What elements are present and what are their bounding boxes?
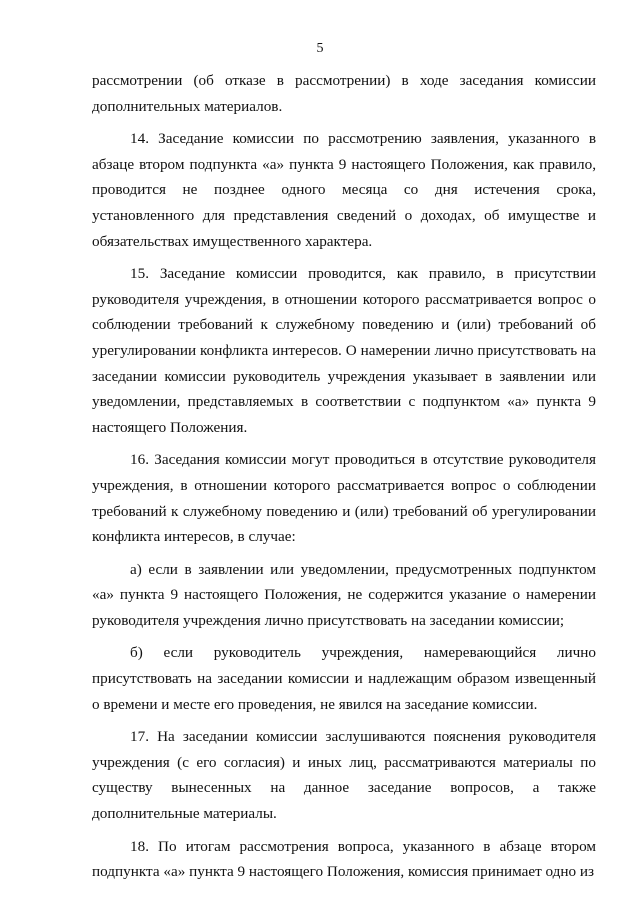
page-number: 5	[316, 41, 324, 56]
paragraph-item-15: 15. Заседание комиссии проводится, как правило, в присутствии руководителя учреждения, в отношении которого рассматривается вопрос о соблюдении требований к служебному поведению и (или) требований об урегулировании конфликта интересов. О намерении лично присутствовать на заседании комиссии руководитель учреждения указывает в заявлении или уведомлении, представляемых в соответствии с подпунктом «а» пункта 9 настоящего Положения.	[92, 265, 596, 436]
paragraph-item-18: 18. По итогам рассмотрения вопроса, указанного в абзаце втором подпункта «а» пункта 9 настоящего Положения, комиссия принимает одно из	[92, 837, 596, 881]
paragraph-item-14: 14. Заседание комиссии по рассмотрению заявления, указанного в абзаце втором подпункта «а» пункта 9 настоящего Положения, как правило, проводится не позднее одного месяца со дня истечения срока, установленного для представления сведений о доходах, об имуществе и обязательствах имущественного характера.	[92, 130, 596, 250]
paragraph-item-16: 16. Заседания комиссии могут проводиться в отсутствие руководителя учреждения, в отношении которого рассматривается вопрос о соблюдении требований к служебному поведению и (или) требований об урегулировании конфликта интересов, в случае:	[92, 451, 596, 546]
paragraph-item-16a: а) если в заявлении или уведомлении, предусмотренных подпунктом «а» пункта 9 настоящего Положения, не содержится указание о намерении руководителя учреждения лично присутствовать на заседании комиссии;	[92, 560, 596, 629]
paragraph-continuation: рассмотрении (об отказе в рассмотрении) в ходе заседания комиссии дополнительных материалов.	[92, 72, 596, 115]
paragraph-item-17: 17. На заседании комиссии заслушиваются пояснения руководителя учреждения (с его согласия) и иных лиц, рассматриваются материалы по существу вынесенных на данное заседание вопросов, а также дополнительные материалы.	[92, 728, 596, 823]
paragraph-item-16b: б) если руководитель учреждения, намеревающийся лично присутствовать на заседании комиссии и надлежащим образом извещенный о времени и месте его проведения, не явился на заседание комиссии.	[92, 644, 596, 713]
document-body	[92, 68, 596, 892]
